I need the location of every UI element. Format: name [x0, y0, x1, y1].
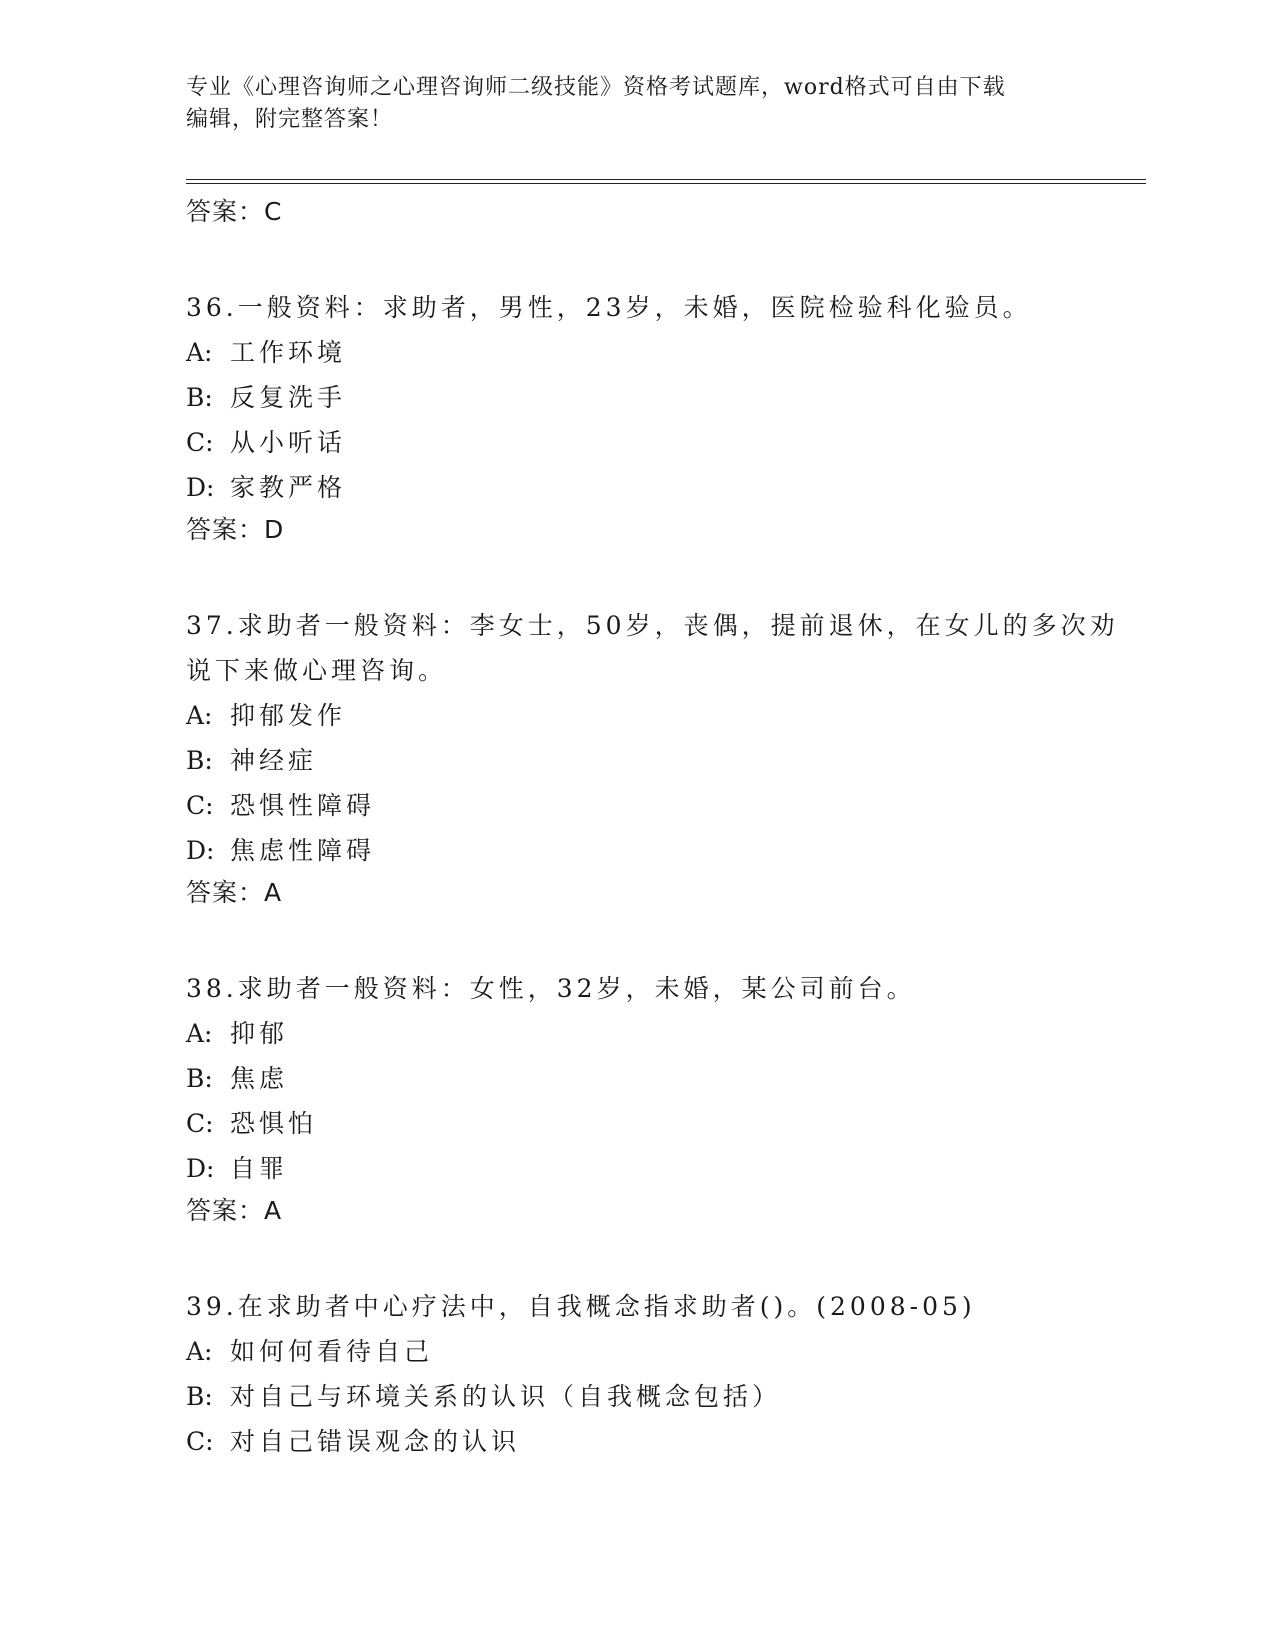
option-d [186, 465, 1146, 510]
option-text: 反复洗手 [230, 383, 347, 412]
header-divider-bottom [186, 183, 1146, 184]
question-text: 37.求助者一般资料：李女士，50岁，丧偶，提前退休，在女儿的多次劝说下来做心理咨询。 [186, 611, 1119, 685]
option-text: 抑郁 [230, 1019, 289, 1048]
option-text: 对自己与环境关系的认识（自我概念包括） [230, 1382, 782, 1411]
option-a [186, 330, 1146, 375]
option-letter: B: [186, 746, 213, 775]
option-letter: D: [186, 1154, 215, 1183]
option-letter: A: [186, 338, 213, 367]
option-a [186, 1329, 1146, 1374]
option-letter: A: [186, 1337, 213, 1366]
option-c [186, 420, 1146, 465]
option-letter: D: [186, 836, 215, 865]
option-c [186, 1419, 1146, 1464]
question-text: 36.一般资料：求助者，男性，23岁，未婚，医院检验科化验员。 [186, 293, 1032, 322]
option-letter: C: [186, 1427, 214, 1456]
option-text: 对自己错误观念的认识 [230, 1427, 521, 1456]
option-b [186, 1374, 1146, 1419]
option-text: 恐惧性障碍 [230, 791, 376, 820]
header-line-2: 编辑，附完整答案！ [186, 107, 394, 132]
option-c [186, 783, 1146, 828]
option-d [186, 828, 1146, 873]
header-divider-top [186, 179, 1146, 180]
option-letter: C: [186, 428, 214, 457]
question-text: 39.在求助者中心疗法中，自我概念指求助者()。(2008-05) [186, 1292, 976, 1321]
question-list [186, 192, 1146, 1464]
option-text: 从小听话 [230, 428, 347, 457]
option-letter: B: [186, 1382, 213, 1411]
option-text: 神经症 [230, 746, 318, 775]
option-letter: A: [186, 1019, 213, 1048]
option-text: 家教严格 [230, 473, 347, 502]
answer-line: 答案：D [186, 515, 285, 544]
option-c [186, 1101, 1146, 1146]
option-text: 恐惧怕 [230, 1109, 318, 1138]
option-b [186, 1056, 1146, 1101]
option-letter: A: [186, 701, 213, 730]
option-text: 抑郁发作 [230, 701, 347, 730]
option-letter: B: [186, 383, 213, 412]
option-text: 焦虑性障碍 [230, 836, 376, 865]
option-d [186, 1146, 1146, 1191]
option-text: 如何何看待自己 [230, 1337, 434, 1366]
option-b [186, 738, 1146, 783]
answer-line: 答案：A [186, 1196, 283, 1225]
option-text: 工作环境 [230, 338, 347, 367]
option-b [186, 375, 1146, 420]
option-letter: D: [186, 473, 215, 502]
question-item [186, 966, 1146, 1231]
question-item [186, 603, 1146, 913]
question-item [186, 285, 1146, 550]
question-text: 38.求助者一般资料：女性，32岁，未婚，某公司前台。 [186, 974, 916, 1003]
answer-line: 答案：C [186, 197, 283, 226]
question-item [186, 1284, 1146, 1464]
option-letter: C: [186, 791, 214, 820]
option-a [186, 1011, 1146, 1056]
option-text: 焦虑 [230, 1064, 289, 1093]
option-a [186, 693, 1146, 738]
answer-line: 答案：A [186, 878, 283, 907]
option-text: 自罪 [230, 1154, 289, 1183]
option-letter: C: [186, 1109, 214, 1138]
header-line-1: 专业《心理咨询师之心理咨询师二级技能》资格考试题库，word格式可自由下载 [186, 75, 1006, 100]
option-letter: B: [186, 1064, 213, 1093]
page-header [186, 72, 1086, 136]
